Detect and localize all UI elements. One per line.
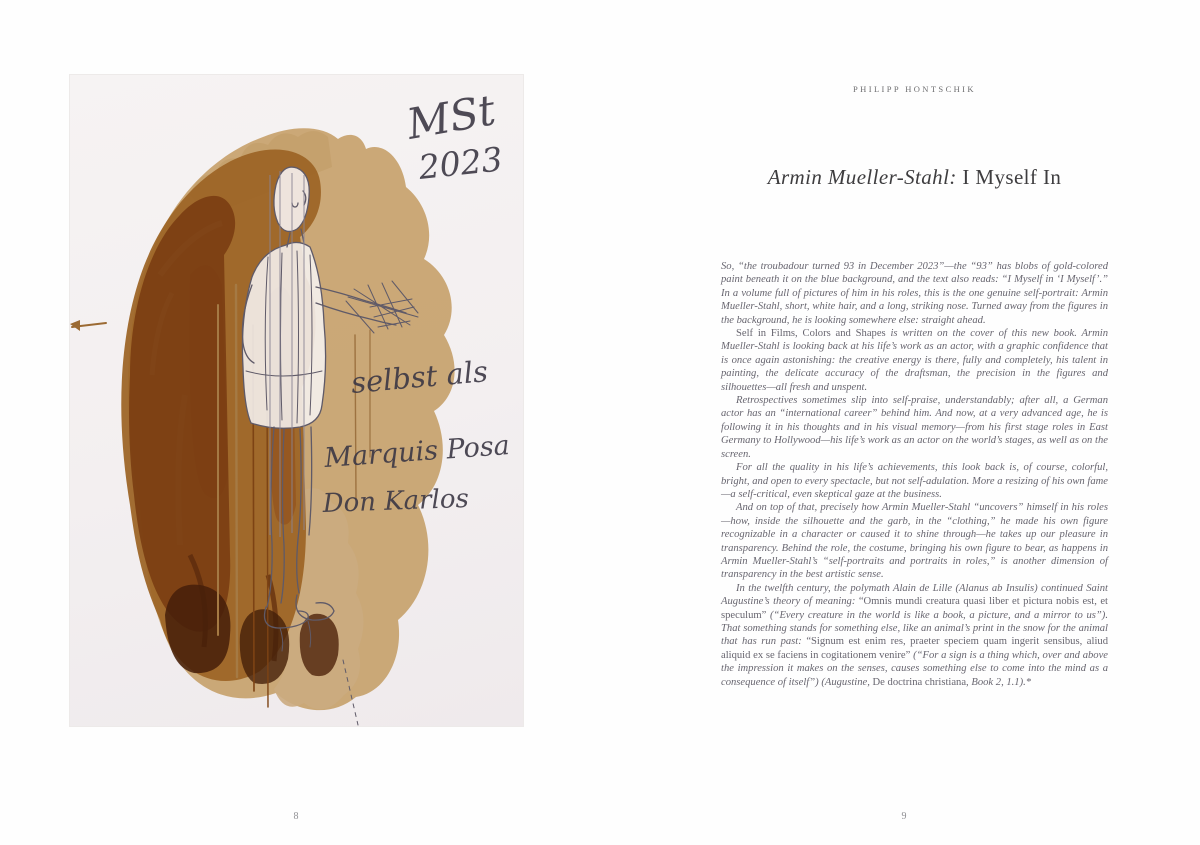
paragraph-4: For all the quality in his life’s achievements, this look back is, of course, colorful, bright, and open to every spectacle, but not self-adulation. More a resizing of his own fame—a self-critical, even skeptical gaze at the business. bbox=[721, 462, 1108, 500]
artwork-year: 2023 bbox=[416, 139, 505, 187]
right-page bbox=[721, 0, 1108, 845]
page-number-right: 9 bbox=[901, 811, 907, 822]
paragraph-6: In the twelfth century, the polymath Alain de Lille (Alanus ab Insulis) continued Saint Augustine’s theory of meaning: “Omnis mundi creatura quasi liber et pictura nobis est, et speculum” (“Every creature in the world is like a book, a picture, and a mirror to us”). That something stands for something else, like an animal’s print in the snow for the animal that has run past: “Signum est enim res, praeter speciem quam ingerit sensibus, aliud aliquid ex se faciens in cogitationem venire” (“For a sign is a thing which, over and above the impression it makes on the senses, causes something else to come into the mind as a consequence of itself”) (Augustine, De doctrina christiana, Book 2, 1.1).* bbox=[721, 582, 1108, 688]
self-portrait-drawing bbox=[70, 75, 523, 726]
inscription-selbst-als: selbst als bbox=[349, 354, 490, 400]
paragraph-3: Retrospectives sometimes slip into self-praise, understandably; after all, a German actor has an “international career” behind him. And now, at a very advanced age, he is following it in his thoughts and in his visual memory—from his first stage roles in East Germany to Hollywood—his life’s work as an actor on the world’s stages, as well as on the screen. bbox=[721, 395, 1108, 460]
author-header: PHILIPP HONTSCHIK bbox=[853, 84, 976, 94]
inscription-marquis-posa: Marquis Posa bbox=[323, 430, 511, 474]
body-text bbox=[721, 260, 1108, 689]
chapter-title bbox=[721, 165, 1108, 190]
chapter-title-roman-part: I Myself In bbox=[956, 165, 1062, 189]
page-number-left: 8 bbox=[293, 811, 299, 822]
paragraph-2: Self in Films, Colors and Shapes is written on the cover of this new book. Armin Mueller-Stahl is looking back at his life’s work as an actor, with a graphic confidence that is once again astonishing: the creative energy is there, fully and completely, his talent in painting, the delicate accuracy of the draftsman, the precision in the figures and silhouettes—all fresh and unspent. bbox=[721, 328, 1108, 393]
paragraph-5: And on top of that, precisely how Armin Mueller-Stahl “uncovers” himself in his roles—how, inside the silhouette and the garb, in the “clothing,” he made his own figure recognizable in a character or caused it to shine through—he takes up our pleasure in transparency. Behind the role, the costume, bringing his own figure to bear, as happens in Armin Mueller-Stahl’s “self-portraits and portraits in roles,” is another dimension of transparency in the best artistic sense. bbox=[721, 502, 1108, 581]
artist-signature: MSt bbox=[403, 85, 500, 149]
artwork-image bbox=[70, 75, 523, 726]
paragraph-1: So, “the troubadour turned 93 in December 2023”—the “93” has blobs of gold-colored paint beneath it on the blue background, and the text also reads: “I Myself in ‘I Myself’.” In a volume full of pictures of him in his roles, this is the one genuine self-portrait: Armin Mueller-Stahl, short, white hair, and a long, striking nose. Turned away from the figures in the background, he is looking somewhere else: straight ahead. bbox=[721, 261, 1108, 326]
chapter-title-italic-part: Armin Mueller-Stahl: bbox=[767, 165, 957, 189]
inscription-don-karlos: Don Karlos bbox=[322, 483, 470, 519]
